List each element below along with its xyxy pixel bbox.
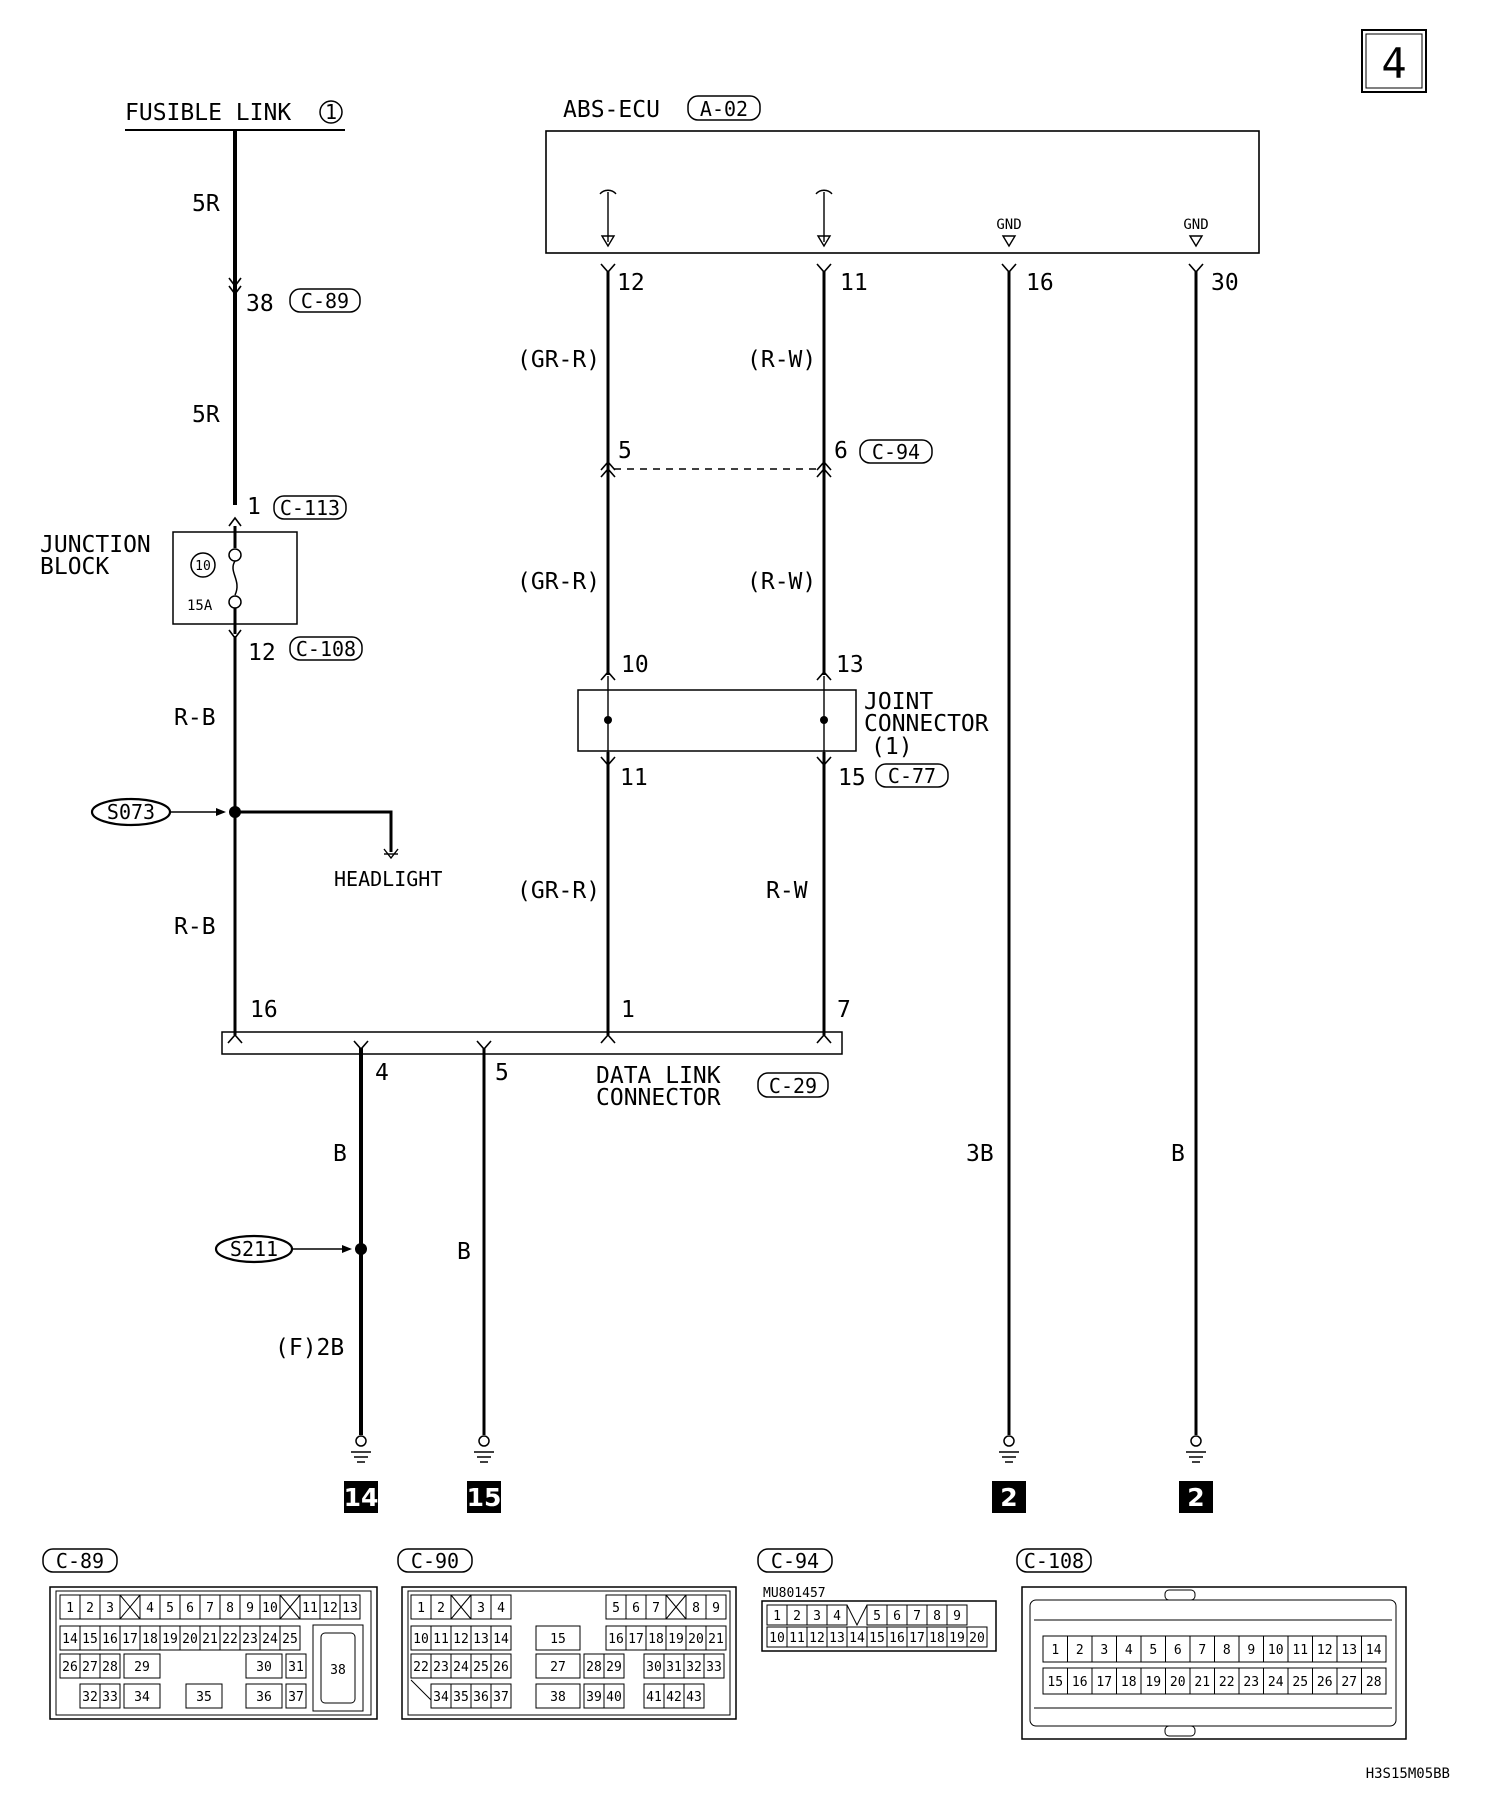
connector-c113-chevron bbox=[229, 518, 241, 526]
abs-ecu-code: A-02 bbox=[699, 97, 749, 121]
cavity-number: 36 bbox=[256, 1690, 272, 1705]
cavity-number: 26 bbox=[493, 1660, 509, 1675]
cavity-number: 15 bbox=[550, 1632, 566, 1647]
ground-terminal bbox=[356, 1436, 366, 1446]
cavity-number: 21 bbox=[1194, 1675, 1211, 1690]
splice-s073-label: S073 bbox=[106, 800, 156, 824]
cavity-number: 10 bbox=[413, 1632, 429, 1647]
cavity-number: 29 bbox=[606, 1660, 622, 1675]
ecu-gnd-terminal-b bbox=[1190, 236, 1202, 246]
cavity-number: 19 bbox=[162, 1632, 178, 1647]
cavity-number: 8 bbox=[692, 1601, 700, 1616]
cavity-number: 35 bbox=[196, 1690, 212, 1705]
cavity-number: 23 bbox=[433, 1660, 449, 1675]
connector-latch bbox=[1165, 1726, 1195, 1736]
cavity-number: 35 bbox=[453, 1690, 469, 1705]
cavity-number: 11 bbox=[789, 1631, 805, 1646]
cavity-number: 6 bbox=[1173, 1643, 1182, 1658]
cavity-number: 9 bbox=[953, 1609, 961, 1624]
cavity-number: 10 bbox=[262, 1601, 278, 1616]
cavity-number: 41 bbox=[646, 1690, 662, 1705]
dl-pin-4: 4 bbox=[375, 1060, 389, 1086]
ecu-pin-16-chevron bbox=[1002, 264, 1016, 272]
cavity-number: 10 bbox=[1267, 1643, 1284, 1658]
cavity-number: 8 bbox=[226, 1601, 234, 1616]
ecu-pin-11: 11 bbox=[840, 270, 868, 296]
ground-symbol bbox=[992, 1436, 1026, 1513]
cavity-number: 36 bbox=[473, 1690, 489, 1705]
cavity-number: 2 bbox=[793, 1609, 801, 1624]
cavity-number: 13 bbox=[342, 1601, 358, 1616]
junction-block-label-2: BLOCK bbox=[40, 554, 110, 580]
cavity-number: 25 bbox=[282, 1632, 298, 1647]
abs-ecu-label: ABS-ECU bbox=[563, 97, 660, 123]
cavity-number: 6 bbox=[186, 1601, 194, 1616]
wire-label-5r-mid: 5R bbox=[192, 402, 220, 428]
connector-tag: C-108 bbox=[1023, 1549, 1085, 1573]
cavity-number: 26 bbox=[1316, 1675, 1333, 1690]
cavity-number: 11 bbox=[302, 1601, 318, 1616]
connector-c90-face bbox=[398, 1549, 736, 1719]
cavity-number: 4 bbox=[146, 1601, 154, 1616]
page-number: 4 bbox=[1381, 39, 1407, 88]
wire-label-rw-2: (R-W) bbox=[747, 569, 817, 595]
cavity-number: 20 bbox=[182, 1632, 198, 1647]
fuse-amp: 15A bbox=[187, 598, 213, 614]
cavity-number: 7 bbox=[913, 1609, 921, 1624]
wire-label-grr-1: (GR-R) bbox=[517, 347, 601, 373]
ground-number: 2 bbox=[1000, 1483, 1018, 1512]
pin-c89: 38 bbox=[246, 291, 274, 317]
cavity-number: 12 bbox=[322, 1601, 338, 1616]
wire-label-ecu30: B bbox=[1171, 1141, 1185, 1167]
connector-tag: C-89 bbox=[55, 1549, 105, 1573]
cavity-number: 23 bbox=[1243, 1675, 1260, 1690]
cavity-number: 27 bbox=[1341, 1675, 1358, 1690]
wire-label-dl4: B bbox=[333, 1141, 347, 1167]
cavity-number: 31 bbox=[666, 1660, 682, 1675]
joint-connector-dot-b bbox=[820, 716, 828, 724]
cavity-number: 2 bbox=[1075, 1643, 1084, 1658]
cavity-number: 40 bbox=[606, 1690, 622, 1705]
ecu-gnd-label-b: GND bbox=[1183, 217, 1209, 233]
cavity-number: 19 bbox=[949, 1631, 965, 1646]
connector-latch bbox=[1165, 1590, 1195, 1600]
ground-symbol bbox=[1179, 1436, 1213, 1513]
dl-pin-1: 1 bbox=[621, 997, 635, 1023]
fuse-terminal-top bbox=[229, 549, 241, 561]
joint-connector-dot-a bbox=[604, 716, 612, 724]
cavity-number: 38 bbox=[330, 1663, 346, 1678]
cavity-number: 21 bbox=[708, 1632, 724, 1647]
tag-c89: C-89 bbox=[300, 289, 350, 313]
connector-c94-face bbox=[758, 1549, 996, 1651]
dl-pin-7: 7 bbox=[837, 997, 851, 1023]
cavity-number: 26 bbox=[62, 1660, 78, 1675]
cavity-number: 24 bbox=[262, 1632, 278, 1647]
fusible-link-label: FUSIBLE LINK bbox=[125, 100, 292, 126]
cavity-number: 18 bbox=[142, 1632, 158, 1647]
ground-terminal bbox=[479, 1436, 489, 1446]
ecu-pin-12-chevron bbox=[601, 264, 615, 272]
joint-connector-label-2: CONNECTOR bbox=[864, 711, 989, 737]
cavity-number: 19 bbox=[668, 1632, 684, 1647]
headlight-branch bbox=[235, 812, 391, 852]
joint-connector-label-3: (1) bbox=[871, 734, 913, 760]
cavity-number: 11 bbox=[433, 1632, 449, 1647]
cavity-number: 16 bbox=[102, 1632, 118, 1647]
wire-label-5r-top: 5R bbox=[192, 191, 220, 217]
cavity-number: 7 bbox=[1198, 1643, 1207, 1658]
cavity-number: 31 bbox=[288, 1660, 304, 1675]
ecu-gnd-label-a: GND bbox=[996, 217, 1022, 233]
ground-number: 14 bbox=[343, 1483, 379, 1512]
splice-s211-arrowhead bbox=[342, 1245, 352, 1253]
joint-connector-label-1: JOINT bbox=[864, 689, 934, 715]
dl-pin-16: 16 bbox=[250, 997, 278, 1023]
dl-pin-4-chevron bbox=[354, 1041, 368, 1049]
cavity-number: 16 bbox=[889, 1631, 905, 1646]
cavity-number: 30 bbox=[646, 1660, 662, 1675]
data-link-label-2: CONNECTOR bbox=[596, 1085, 721, 1111]
cavity-number: 33 bbox=[102, 1690, 118, 1705]
cavity-number: 39 bbox=[586, 1690, 602, 1705]
ground-symbol bbox=[467, 1436, 502, 1513]
pin-c113: 1 bbox=[247, 494, 261, 520]
cavity-number: 24 bbox=[1267, 1675, 1284, 1690]
cavity-number: 23 bbox=[242, 1632, 258, 1647]
cavity-number: 28 bbox=[1365, 1675, 1382, 1690]
cavity-number: 2 bbox=[437, 1601, 445, 1616]
connector-housing bbox=[1022, 1587, 1406, 1739]
cavity-number: 18 bbox=[929, 1631, 945, 1646]
tag-c113: C-113 bbox=[279, 496, 341, 520]
connector-housing-inner bbox=[1030, 1600, 1396, 1726]
cavity-number: 42 bbox=[666, 1690, 682, 1705]
joint-connector-box bbox=[578, 690, 856, 751]
cavity-number: 1 bbox=[1051, 1643, 1060, 1658]
cavity-number: 13 bbox=[473, 1632, 489, 1647]
cavity-number: 6 bbox=[893, 1609, 901, 1624]
cavity-number: 12 bbox=[1316, 1643, 1333, 1658]
cavity-number: 3 bbox=[1100, 1643, 1109, 1658]
fuse-terminal-bottom bbox=[229, 596, 241, 608]
ground-symbol bbox=[344, 1436, 379, 1513]
dl-pin-16-chevron bbox=[228, 1035, 242, 1043]
cavity-number: 17 bbox=[628, 1632, 644, 1647]
cavity-number: 17 bbox=[122, 1632, 138, 1647]
tag-c29: C-29 bbox=[768, 1074, 818, 1098]
wire-label-grr-2: (GR-R) bbox=[517, 569, 601, 595]
wire-label-dl4-low: (F)2B bbox=[275, 1335, 345, 1361]
cavity-number: 43 bbox=[686, 1690, 702, 1705]
cavity-number: 3 bbox=[813, 1609, 821, 1624]
wire-label-grr-3: (GR-R) bbox=[517, 878, 601, 904]
ground-number: 15 bbox=[466, 1483, 502, 1512]
cavity-number: 1 bbox=[773, 1609, 781, 1624]
headlight-label: HEADLIGHT bbox=[334, 867, 443, 891]
cavity-number: 16 bbox=[608, 1632, 624, 1647]
cavity-number: 7 bbox=[652, 1601, 660, 1616]
cavity-number: 6 bbox=[632, 1601, 640, 1616]
cavity-number: 28 bbox=[586, 1660, 602, 1675]
cavity-number: 27 bbox=[82, 1660, 98, 1675]
cavity-number: 3 bbox=[106, 1601, 114, 1616]
ecu-gnd-terminal-a bbox=[1003, 236, 1015, 246]
wire-label-rw-3: R-W bbox=[766, 878, 808, 904]
cavity-number: 32 bbox=[686, 1660, 702, 1675]
cavity-number: 4 bbox=[497, 1601, 505, 1616]
cavity-number: 20 bbox=[1169, 1675, 1186, 1690]
cavity-number: 28 bbox=[102, 1660, 118, 1675]
ground-terminal bbox=[1191, 1436, 1201, 1446]
cavity-number: 38 bbox=[550, 1690, 566, 1705]
cavity-number: 37 bbox=[493, 1690, 509, 1705]
cavity-number: 20 bbox=[688, 1632, 704, 1647]
cavity-number: 5 bbox=[166, 1601, 174, 1616]
ecu-pin-12: 12 bbox=[617, 270, 645, 296]
cavity-number: 17 bbox=[1096, 1675, 1113, 1690]
connector-part-number: MU801457 bbox=[763, 1586, 826, 1601]
jc-pin-10: 10 bbox=[621, 652, 649, 678]
dl-pin-7-chevron bbox=[817, 1035, 831, 1043]
cavity-number: 22 bbox=[1218, 1675, 1235, 1690]
cavity-number: 18 bbox=[1120, 1675, 1137, 1690]
document-code: H3S15M05BB bbox=[1365, 1766, 1450, 1782]
cavity-number: 13 bbox=[829, 1631, 845, 1646]
data-link-label-1: DATA LINK bbox=[596, 1063, 721, 1089]
cavity-number: 8 bbox=[933, 1609, 941, 1624]
tag-c94: C-94 bbox=[871, 440, 921, 464]
cavity-number: 14 bbox=[849, 1631, 865, 1646]
cavity-number: 15 bbox=[869, 1631, 885, 1646]
cavity-number: 4 bbox=[833, 1609, 841, 1624]
wire-label-rw-1: (R-W) bbox=[747, 347, 817, 373]
connector-tag: C-90 bbox=[410, 1549, 460, 1573]
cavity-number: 5 bbox=[612, 1601, 620, 1616]
cavity-number: 34 bbox=[134, 1690, 150, 1705]
connector-tag: C-94 bbox=[770, 1549, 820, 1573]
cavity-number: 22 bbox=[413, 1660, 429, 1675]
junction-block-label-1: JUNCTION bbox=[40, 532, 151, 558]
c94-pin-5: 5 bbox=[618, 438, 632, 464]
wire-label-ecu16: 3B bbox=[966, 1141, 994, 1167]
cavity-number: 30 bbox=[256, 1660, 272, 1675]
cavity-number: 5 bbox=[873, 1609, 881, 1624]
connector-c108-face bbox=[1017, 1549, 1406, 1739]
cavity-number: 25 bbox=[473, 1660, 489, 1675]
ecu-pin-11-chevron bbox=[817, 264, 831, 272]
dl-pin-5: 5 bbox=[495, 1060, 509, 1086]
cavity-number: 14 bbox=[493, 1632, 509, 1647]
ecu-terminal-12-internal bbox=[600, 190, 616, 246]
pin-c108: 12 bbox=[248, 640, 276, 666]
dl-pin-1-chevron bbox=[601, 1035, 615, 1043]
fuse-element bbox=[233, 561, 237, 595]
connector-key bbox=[847, 1605, 867, 1625]
c94-pin-6: 6 bbox=[834, 438, 848, 464]
cavity-number: 25 bbox=[1292, 1675, 1309, 1690]
cavity-number: 15 bbox=[82, 1632, 98, 1647]
cavity-number: 16 bbox=[1071, 1675, 1088, 1690]
dl-pin-5-chevron bbox=[477, 1041, 491, 1049]
ecu-pin-16: 16 bbox=[1026, 270, 1054, 296]
wire-label-rb-bottom: R-B bbox=[174, 914, 216, 940]
cavity-number: 1 bbox=[66, 1601, 74, 1616]
cavity-number: 34 bbox=[433, 1690, 449, 1705]
ground-number: 2 bbox=[1187, 1483, 1205, 1512]
tag-c108: C-108 bbox=[295, 637, 357, 661]
wire-label-dl5: B bbox=[457, 1239, 471, 1265]
connector-key bbox=[411, 1680, 431, 1700]
jc-pin-11: 11 bbox=[620, 765, 648, 791]
cavity-number: 20 bbox=[969, 1631, 985, 1646]
cavity-number: 4 bbox=[1124, 1643, 1133, 1658]
fuse-number: 10 bbox=[195, 559, 211, 574]
cavity-number: 17 bbox=[909, 1631, 925, 1646]
ground-terminal bbox=[1004, 1436, 1014, 1446]
cavity-number: 14 bbox=[1365, 1643, 1382, 1658]
cavity-number: 9 bbox=[1247, 1643, 1256, 1658]
wire-label-rb-top: R-B bbox=[174, 705, 216, 731]
jc-pin-13: 13 bbox=[836, 652, 864, 678]
ecu-pin-30-chevron bbox=[1189, 264, 1203, 272]
cavity-number: 10 bbox=[769, 1631, 785, 1646]
data-link-connector-box bbox=[222, 1032, 842, 1054]
cavity-number: 2 bbox=[86, 1601, 94, 1616]
splice-s073-arrowhead bbox=[216, 808, 226, 816]
splice-s211-label: S211 bbox=[229, 1237, 279, 1261]
cavity-number: 1 bbox=[417, 1601, 425, 1616]
ecu-terminal-11-internal bbox=[816, 190, 832, 246]
abs-ecu-box bbox=[546, 131, 1259, 253]
cavity-number: 5 bbox=[1149, 1643, 1158, 1658]
cavity-number: 27 bbox=[550, 1660, 566, 1675]
cavity-number: 8 bbox=[1222, 1643, 1231, 1658]
fusible-link-number: 1 bbox=[324, 100, 338, 124]
cavity-number: 33 bbox=[706, 1660, 722, 1675]
cavity-number: 3 bbox=[477, 1601, 485, 1616]
cavity-number: 9 bbox=[246, 1601, 254, 1616]
splice-s211-dot bbox=[355, 1243, 367, 1255]
jc-pin-15: 15 bbox=[838, 765, 866, 791]
cavity-number: 22 bbox=[222, 1632, 238, 1647]
cavity-number: 29 bbox=[134, 1660, 150, 1675]
cavity-number: 11 bbox=[1292, 1643, 1309, 1658]
cavity-number: 9 bbox=[712, 1601, 720, 1616]
cavity-number: 21 bbox=[202, 1632, 218, 1647]
cavity-number: 18 bbox=[648, 1632, 664, 1647]
cavity-number: 7 bbox=[206, 1601, 214, 1616]
cavity-number: 19 bbox=[1145, 1675, 1162, 1690]
connector-c89-face bbox=[43, 1549, 377, 1719]
cavity-number: 12 bbox=[453, 1632, 469, 1647]
cavity-number: 14 bbox=[62, 1632, 78, 1647]
cavity-number: 13 bbox=[1341, 1643, 1358, 1658]
cavity-number: 32 bbox=[82, 1690, 98, 1705]
ecu-pin-30: 30 bbox=[1211, 270, 1239, 296]
cavity-number: 24 bbox=[453, 1660, 469, 1675]
cavity-number: 12 bbox=[809, 1631, 825, 1646]
tag-c77: C-77 bbox=[887, 764, 937, 788]
cavity-number: 15 bbox=[1047, 1675, 1064, 1690]
cavity-number: 37 bbox=[288, 1690, 304, 1705]
